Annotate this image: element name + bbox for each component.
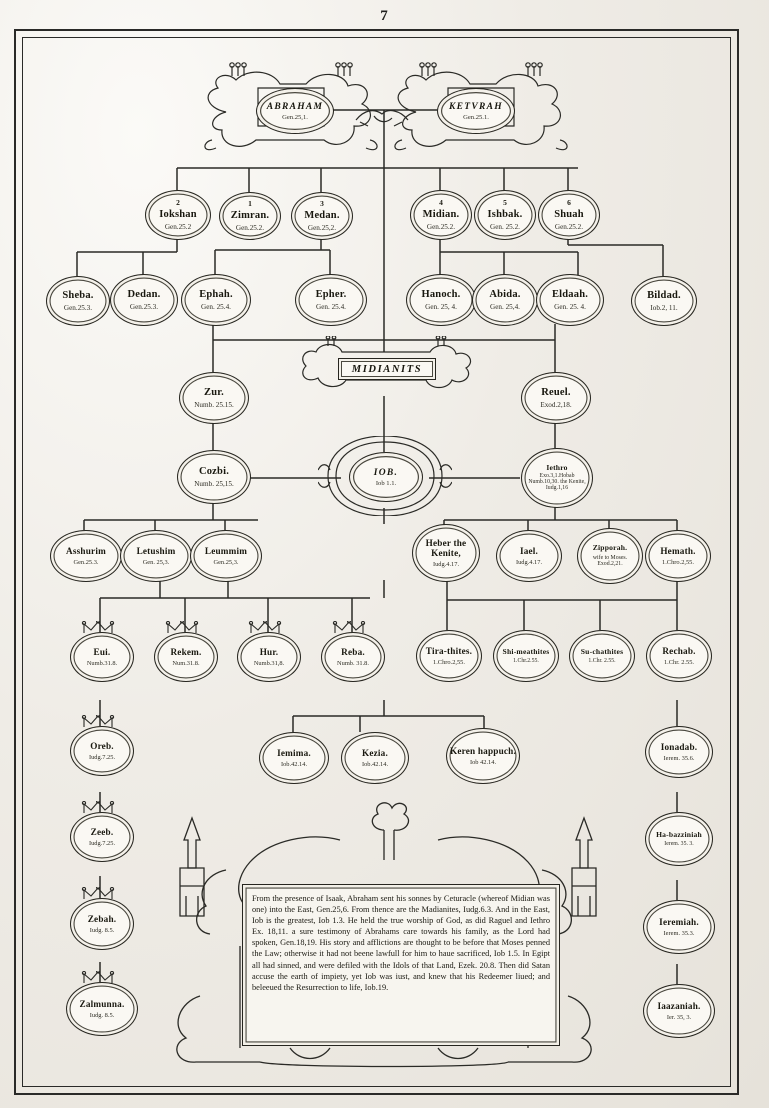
node-eui[interactable] (70, 632, 134, 682)
node-iob-ref: Iob 1.1. (375, 479, 397, 487)
node-suchathites[interactable] (569, 630, 635, 682)
node-suchathites-name: Su-chathites (580, 646, 624, 656)
node-iael[interactable] (496, 530, 562, 582)
explanatory-text: From the presence of Isaak, Abraham sent his sonnes by Ceturacle (whereof Midian was one) into the East, Gen.25,6. From thence are the Madianites, Iudg.6.3. And in the East, Iob is the greatest, Iob 1.3. He held the true worship of God, as did Raguel and Iethro Ex. 18,11. a sure testimony of Abrahams care towards his family, as the Lord had spoken, Gen.18,19. His story and afflictions are thought to be before that Moses penned the Law; otherwise it had not beene lawfull for him to haue sacrificed, Iob 1.5. In Egipt all had sinned, and were defiled with the Idols of that Land, Ezek. 20.8. Then did Satan accuse the earth of impiety, yet Iob was iust, and knew that his Redeemer liued; and beleeued the Resurrection to life, Iob.19. (252, 894, 550, 992)
node-shuah-number: 6 (567, 198, 571, 208)
node-asshurim-name: Asshurim (66, 546, 106, 557)
node-keren-happuch-name: Keren happuch. (450, 746, 516, 757)
node-iokshan-name: Iokshan (159, 208, 197, 220)
node-epher-ref: Gen. 25.4. (316, 302, 346, 311)
node-zalmunna-ref: Iudg. 8.5. (89, 1011, 115, 1019)
node-iemima[interactable] (259, 732, 329, 784)
node-reuel-name: Reuel. (541, 387, 571, 399)
node-heber-the-kenite-ref: Iudg.4.17. (432, 560, 460, 568)
node-ephah[interactable] (181, 274, 251, 326)
node-dedan-ref: Gen.25.3. (129, 302, 159, 311)
node-eldaah[interactable] (536, 274, 604, 326)
node-oreb-ref: Iudg.7.25. (88, 753, 116, 761)
node-bildad-name: Bildad. (647, 290, 681, 302)
node-iokshan[interactable] (145, 190, 211, 240)
node-keren-happuch[interactable] (446, 728, 520, 784)
node-hur[interactable] (237, 632, 301, 682)
node-iaazaniah-ref: Ier. 35, 3. (666, 1013, 692, 1021)
node-ionadab-name: Ionadab. (660, 742, 698, 753)
node-iethro-name: Iethro (546, 463, 568, 473)
node-reba-name: Reba. (341, 647, 365, 658)
node-zur-ref: Numb. 25.15. (194, 400, 234, 409)
node-suchathites-ref: 1.Chr. 2.55. (588, 658, 616, 664)
node-rekem-name: Rekem. (170, 647, 202, 658)
node-zimran[interactable] (219, 192, 281, 240)
crown-icon (248, 621, 290, 634)
node-eldaah-ref: Gen. 25. 4. (554, 302, 586, 311)
node-sheba-ref: Gen.25.3. (63, 303, 93, 312)
node-sheba[interactable] (46, 276, 110, 326)
crown-icon (81, 887, 123, 900)
node-zebah[interactable] (70, 898, 134, 950)
banner-midianits[interactable] (338, 358, 436, 380)
node-zebah-name: Zebah. (87, 914, 117, 925)
root-keturah[interactable] (437, 88, 515, 134)
node-zalmunna[interactable] (66, 982, 138, 1036)
node-epher-name: Epher. (315, 289, 347, 301)
node-abida[interactable] (472, 274, 538, 326)
node-cozbi-name: Cozbi. (198, 466, 230, 478)
node-midian[interactable] (410, 190, 472, 240)
node-letushim-ref: Gen. 25,3. (142, 558, 170, 566)
node-hur-ref: Numb.31,8. (253, 659, 285, 667)
node-cozbi-ref: Numb. 25,15. (194, 479, 234, 488)
node-epher[interactable] (295, 274, 367, 326)
node-rechab-ref: 1.Chr. 2.55. (663, 658, 694, 666)
node-iokshan-number: 2 (176, 198, 180, 208)
node-zimran-number: 1 (248, 199, 252, 209)
node-habazziniah[interactable] (645, 812, 713, 866)
node-heber-the-kenite-name: Heber the Kenite, (425, 538, 467, 559)
node-shimeathites[interactable] (493, 630, 559, 682)
node-iael-ref: Iudg.4.17. (515, 558, 543, 566)
node-oreb-name: Oreb. (90, 741, 114, 752)
node-zebah-ref: Iudg. 8.5. (89, 926, 115, 934)
crown-icon (81, 621, 123, 634)
node-hur-name: Hur. (259, 647, 279, 658)
node-reba-ref: Numb. 31.8. (337, 659, 369, 667)
crown-icon (165, 621, 207, 634)
node-ieremiah-ref: Ierem. 35.3. (663, 929, 695, 937)
node-iemima-ref: Iob.42.14. (280, 760, 308, 768)
node-zimran-ref: Gen.25.2. (235, 223, 265, 232)
root-abraham-name: ABRAHAM (266, 101, 324, 112)
node-zeeb-name: Zeeb. (90, 827, 114, 838)
node-rechab[interactable] (646, 630, 712, 682)
node-ishbak-ref: Gen. 25.2. (490, 222, 520, 231)
node-iob-name: IOB. (373, 467, 399, 478)
node-kezia[interactable] (341, 732, 409, 784)
node-tirathites-ref: 1.Chro.2,55. (433, 658, 465, 666)
node-reuel[interactable] (521, 372, 591, 424)
crown-icon (81, 715, 123, 728)
node-shimeathites-name: Shi-meathites (502, 646, 550, 656)
node-zeeb-ref: Iudg.7.25. (88, 839, 116, 847)
node-dedan[interactable] (110, 274, 178, 326)
node-ionadab[interactable] (645, 726, 713, 778)
node-zalmunna-name: Zalmunna. (79, 999, 125, 1010)
node-iethro-sub: Exo.3,1.Hobab Numb.10,30. the Kenite, Iudg.1,16 (528, 472, 586, 492)
node-ieremiah[interactable] (643, 900, 715, 954)
node-kezia-ref: Iob.42.14. (361, 760, 389, 768)
node-zur-name: Zur. (204, 387, 224, 399)
node-leummim[interactable] (190, 530, 262, 582)
explanatory-text-panel (242, 884, 560, 1046)
node-zipporah-name: Zipporah. (592, 543, 628, 553)
node-ishbak-number: 5 (503, 198, 507, 208)
node-reuel-ref: Exod.2,18. (540, 400, 572, 409)
node-ephah-ref: Gen. 25.4. (201, 302, 231, 311)
node-cozbi[interactable] (177, 450, 251, 504)
node-hanoch[interactable] (406, 274, 476, 326)
crown-icon (81, 971, 123, 984)
node-leummim-ref: Gen.25,3. (213, 558, 239, 566)
node-bildad[interactable] (631, 276, 697, 326)
root-abraham-ref: Gen.25,1. (282, 113, 308, 121)
node-medan-ref: Gen.25,2. (307, 223, 337, 232)
node-hanoch-name: Hanoch. (421, 289, 461, 301)
node-leummim-name: Leummim (204, 546, 248, 557)
node-asshurim[interactable] (50, 530, 122, 582)
node-shuah[interactable] (538, 190, 600, 240)
page-number: 7 (380, 8, 389, 24)
root-keturah-ref: Gen.25.1. (463, 113, 489, 121)
node-zeeb[interactable] (70, 812, 134, 862)
node-midian-name: Midian. (422, 208, 460, 220)
node-iokshan-ref: Gen.25.2 (164, 222, 192, 231)
node-ieremiah-name: Ieremiah. (659, 917, 699, 928)
node-shimeathites-ref: 1.Chr.2.55. (513, 658, 539, 664)
node-zipporah[interactable] (577, 528, 643, 584)
node-rechab-name: Rechab. (662, 646, 696, 657)
node-medan-name: Medan. (304, 209, 340, 221)
node-eui-ref: Numb.31.8. (86, 659, 118, 667)
node-rekem-ref: Num.31.8. (172, 659, 200, 667)
node-hemath[interactable] (645, 530, 711, 582)
node-ishbak[interactable] (474, 190, 536, 240)
node-kezia-name: Kezia. (362, 748, 388, 759)
node-tirathites[interactable] (416, 630, 482, 682)
root-abraham[interactable] (256, 88, 334, 134)
node-dedan-name: Dedan. (127, 289, 161, 301)
node-hemath-name: Hemath. (660, 546, 696, 557)
node-iob[interactable] (349, 452, 423, 502)
banner-midianits-label: MIDIANITS (351, 363, 423, 375)
node-zimran-name: Zimran. (230, 209, 270, 221)
node-eui-name: Eui. (93, 647, 111, 658)
node-midian-ref: Gen.25.2. (426, 222, 456, 231)
node-ishbak-name: Ishbak. (487, 208, 523, 220)
node-bildad-ref: Iob.2, 11. (650, 303, 678, 312)
node-abida-name: Abida. (489, 289, 521, 301)
node-medan[interactable] (291, 192, 353, 240)
node-sheba-name: Sheba. (62, 290, 94, 302)
node-abida-ref: Gen. 25,4. (490, 302, 520, 311)
node-iaazaniah-name: Iaazaniah. (657, 1001, 701, 1012)
node-reba[interactable] (321, 632, 385, 682)
node-tirathites-name: Tira-thites. (425, 646, 473, 657)
node-ephah-name: Ephah. (199, 289, 233, 301)
node-eldaah-name: Eldaah. (551, 289, 589, 301)
node-hemath-ref: 1.Chro.2,55. (662, 558, 694, 566)
node-zur[interactable] (179, 372, 249, 424)
node-letushim-name: Letushim (136, 546, 176, 557)
node-habazziniah-name: Ha-bazziniah (656, 829, 702, 839)
node-oreb[interactable] (70, 726, 134, 776)
node-iaazaniah[interactable] (643, 984, 715, 1038)
node-ionadab-ref: Ierem. 35.6. (663, 754, 695, 762)
crown-icon (81, 801, 123, 814)
node-shuah-name: Shuah (554, 208, 584, 220)
node-keren-happuch-ref: Iob 42.14. (469, 758, 497, 766)
node-rekem[interactable] (154, 632, 218, 682)
node-letushim[interactable] (120, 530, 192, 582)
node-medan-number: 3 (320, 199, 324, 209)
node-asshurim-ref: Gen.25.3. (73, 558, 99, 566)
node-iael-name: Iael. (519, 546, 539, 557)
node-hanoch-ref: Gen. 25, 4. (425, 302, 457, 311)
node-shuah-ref: Gen.25.2. (554, 222, 584, 231)
node-habazziniah-ref: Ierem. 35. 3. (664, 841, 694, 847)
node-iemima-name: Iemima. (277, 748, 311, 759)
node-zipporah-ref: wife to Moses. Exod.2,21. (592, 554, 628, 568)
node-heber-the-kenite[interactable] (412, 524, 480, 582)
crown-icon (332, 621, 374, 634)
node-iethro[interactable] (521, 448, 593, 508)
node-midian-number: 4 (439, 198, 443, 208)
root-keturah-name: KETVRAH (449, 101, 503, 112)
